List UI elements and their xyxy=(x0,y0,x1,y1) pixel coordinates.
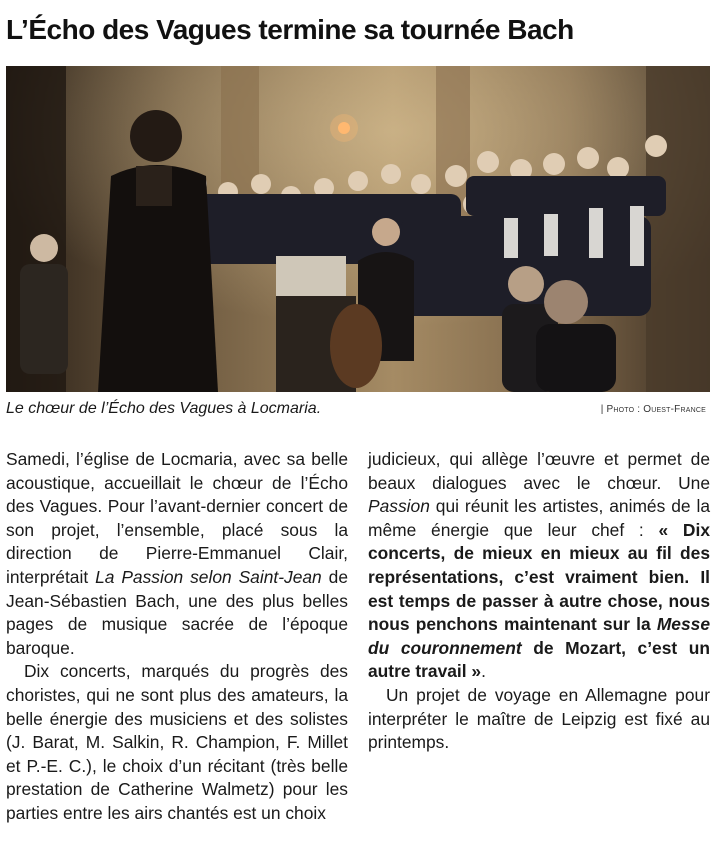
photo-credit: | Photo : Ouest-France xyxy=(600,404,706,415)
article-column-2 xyxy=(368,448,710,755)
paragraph-1-text-a: Samedi, l’église de Locmaria, avec sa belle acoustique, accueillait le chœur de l’Écho des Vagues. Pour l’avant-dernier concert de son projet, l’ensemble, placé sous la direction de Pierre-Emmanuel Clair, interprétait xyxy=(6,449,348,587)
paragraph-2-text-a: Dix concerts, marqués du progrès des choristes, qui ne sont plus des amateurs, la belle énergie des musiciens et des solistes (J. Barat, M. Salkin, R. Champion, F. Millet et P.-E. C.), le choix d’un récitant (très belle prestation de Catherine Walmetz) pour les parties entre les airs chantés est un choix xyxy=(6,661,348,823)
continued-text: judicieux, qui allège l’œuvre et permet de beaux dialogues avec le chœur. Une xyxy=(368,449,710,493)
choir-photo-image xyxy=(6,66,710,392)
headline: L’Écho des Vagues termine sa tournée Bach xyxy=(6,14,574,45)
photo-caption: Le chœur de l’Écho des Vagues à Locmaria. xyxy=(6,400,322,417)
continued-text: . xyxy=(481,661,486,682)
work-title-passion-saint-jean: La Passion selon Saint-Jean xyxy=(95,566,322,587)
continued-text: « Dix concerts, de mieux en mieux au fil des représentations, c’est vraiment bien. Il est temps de passer à autre chose, nous nous penchons maintenant sur la xyxy=(368,519,710,635)
choir-photo xyxy=(6,66,710,392)
continued-text: qui réunit les artistes, animés de la même énergie que leur chef : xyxy=(368,496,710,540)
paragraph-1-text-b: de Jean-Sébastien Bach, une des plus belles pages de musique sacrée de l’époque baroque. xyxy=(6,566,348,658)
paragraph-2 xyxy=(6,660,348,825)
continued-text: de Mozart, c’est un autre travail » xyxy=(368,637,710,682)
continued-text: Messe du couronnement xyxy=(368,614,710,658)
paragraph-3: Un projet de voyage en Allemagne pour interpréter le maître de Leipzig est fixé au printemps. xyxy=(368,684,710,753)
continued-text: Passion xyxy=(368,496,430,517)
article-column-1 xyxy=(6,448,348,826)
paragraph-1 xyxy=(6,448,348,660)
paragraph-2-continued xyxy=(368,448,710,684)
